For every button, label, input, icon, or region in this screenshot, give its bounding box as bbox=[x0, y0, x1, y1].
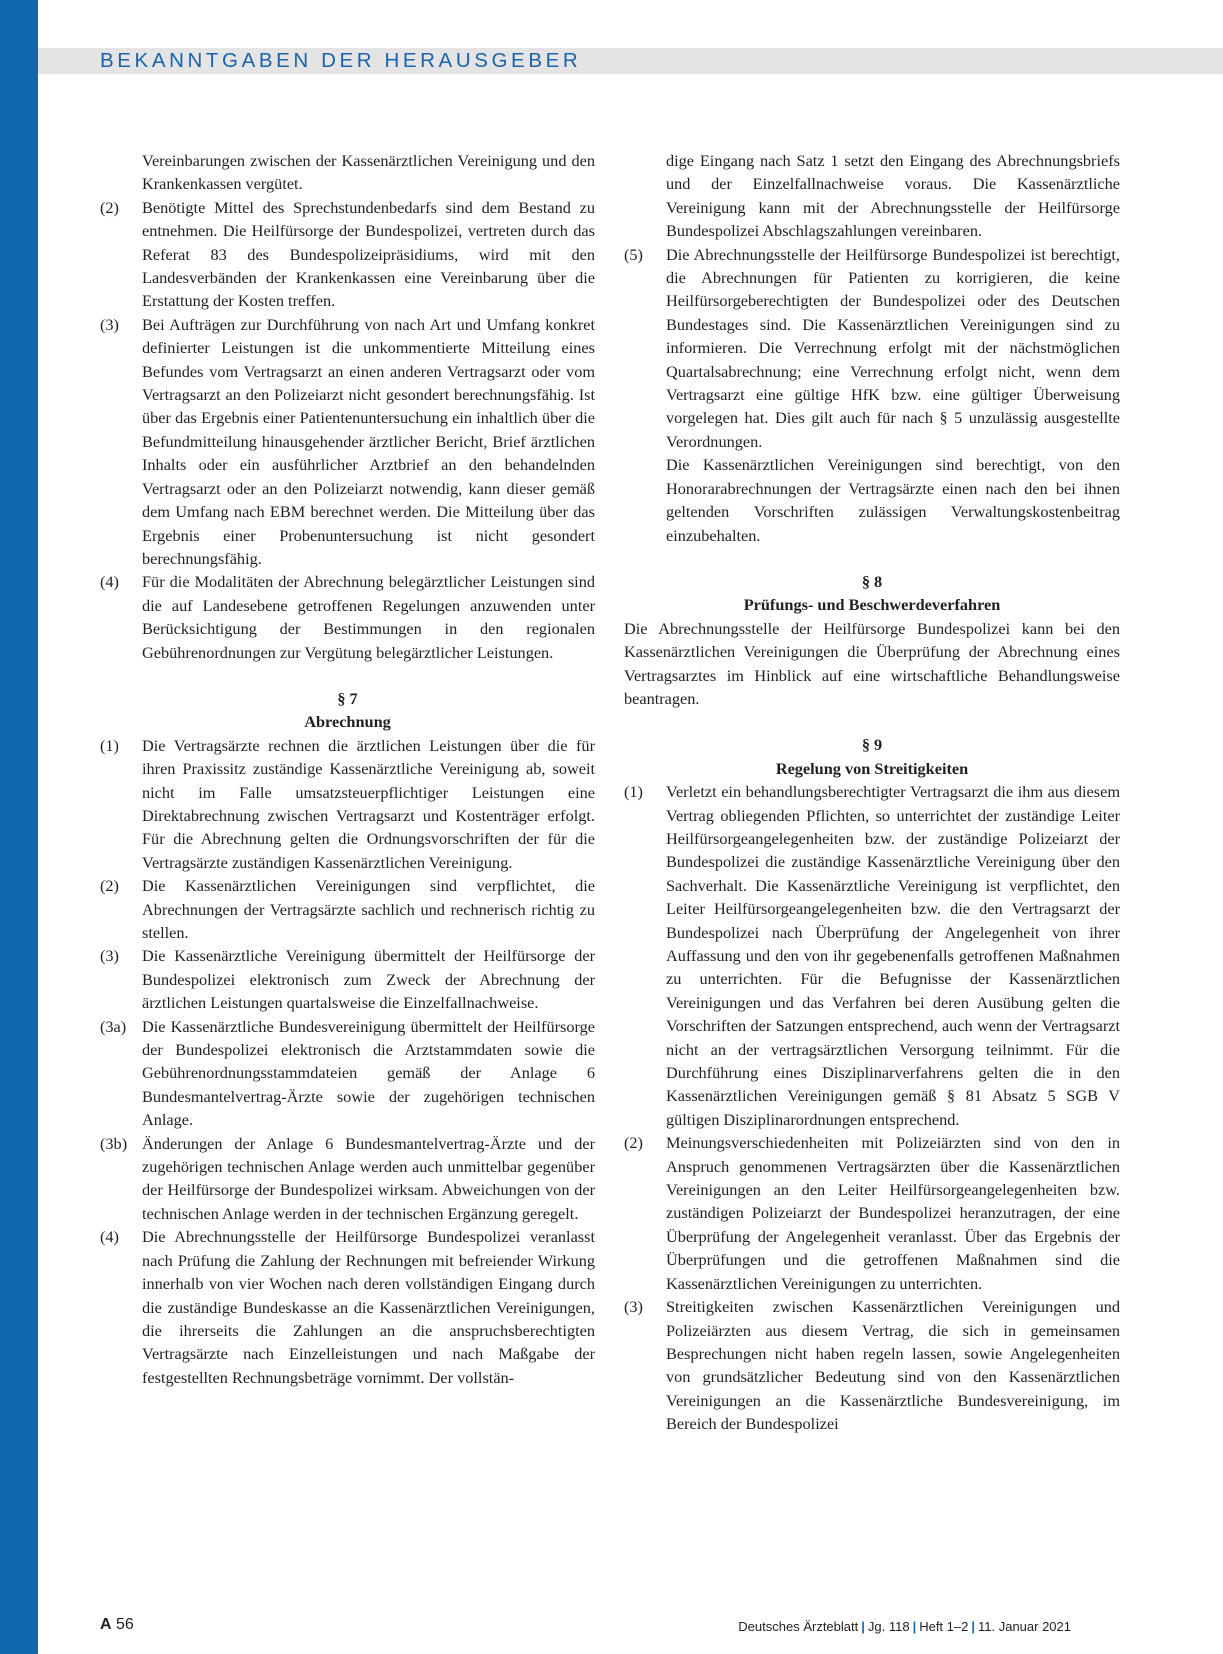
paragraph bbox=[624, 1295, 1120, 1435]
paragraph bbox=[624, 780, 1120, 1131]
paragraph-text: Die Abrechnungsstelle der Heilfürsorge Bundespolizei ist berechtigt, die Abrechnungen für Patienten zu korrigieren, die keine Heilfürsorgeberechtigten der Bundespolizei oder des Deutschen Bundestages sind. Die Kassenärztlichen Vereinigungen sind zu informieren. Die Verrechnung erfolgt mit der nächstmöglichen Quartalsabrechnung; eine Verrechnung erfolgt nicht, wenn dem Vertragsarzt eine gültige HfK bzw. eine gültiger Überweisung vorgelegen hat. Dies gilt auch für nach § 5 unzulässig ausgestellte Verordnungen. bbox=[666, 244, 1120, 451]
paragraph-number: (3) bbox=[100, 314, 119, 334]
continuation-text: dige Eingang nach Satz 1 setzt den Eingang des Abrechnungsbriefs und der Einzelfallnachweise voraus. Die Kassenärztliche Vereinigung kann mit der Abrechnungsstelle der Heilfürsorge Bundespolizei Abschlagszahlungen vereinbaren. bbox=[666, 151, 1120, 241]
paragraph-text: Die Abrechnungsstelle der Heilfürsorge Bundespolizei veranlasst nach Prüfung die Zahlung der Rechnungen mit befreiender Wirkung innerhalb von vier Wochen nach deren vollständigen Eingang durch die zuständige Bundeskasse an die Kassenärztlichen Vereinigungen, die ihrerseits die Zahlungen an die anspruchsberechtigten Vertragsärzte nach Einzelleistungen und nach Maßgabe der festgestellten Rechnungsbeträge vornimmt. Der vollstän- bbox=[142, 1227, 595, 1387]
journal-volume: Jg. 118 bbox=[867, 1619, 910, 1634]
section-number: § 8 bbox=[861, 571, 883, 591]
paragraph-group-a bbox=[100, 196, 595, 664]
paragraph bbox=[100, 734, 595, 874]
section-title: Abrechnung bbox=[304, 712, 391, 732]
paragraph-number: (3b) bbox=[100, 1133, 128, 1153]
paragraph bbox=[624, 243, 1120, 454]
paragraph-number: (3) bbox=[624, 1297, 643, 1317]
paragraph-number: (5) bbox=[624, 244, 643, 264]
paragraph-text: Die Kassenärztliche Bundesvereinigung übermittelt der Heilfürsorge der Bundespolizei elektronisch die Arztstammdaten sowie die Gebührenordnungsstammdateien gemäß der Anlage 6 Bundesmantelvertrag-Ärzte sowie der zugehörigen technischen Anlage. bbox=[142, 1016, 595, 1130]
paragraph-text: Die Vertragsärzte rechnen die ärztlichen Leistungen über die für ihren Praxissitz zuständige Kassenärztliche Vereinigung ab, soweit nicht im Falle umsatzsteuerpflichtiger Leistungen eine Direktabrechnung zwischen Vertragsarzt und Kostenträger erfolgt. Für die Abrechnung gelten die Ordnungsvorschriften der für die Vertragsärzte zuständigen Kassenärztlichen Vereinigung. bbox=[142, 735, 595, 872]
paragraph-number: (1) bbox=[100, 735, 119, 755]
paragraph bbox=[100, 196, 595, 313]
paragraph bbox=[100, 313, 595, 570]
separator: | bbox=[912, 1619, 917, 1634]
paragraph bbox=[100, 1225, 595, 1389]
section-header-title: BEKANNTGABEN DER HERAUSGEBER bbox=[100, 49, 582, 72]
separator: | bbox=[971, 1619, 975, 1634]
paragraph-group-b bbox=[100, 734, 595, 1389]
left-color-bar bbox=[0, 0, 38, 1654]
paragraph-text: Die Kassenärztlichen Vereinigungen sind verpflichtet, die Abrechnungen der Vertragsärzte sachlich und rechnerisch richtig zu stellen. bbox=[142, 876, 595, 942]
paragraph-number: (2) bbox=[100, 197, 119, 217]
right-column bbox=[624, 149, 1120, 1436]
paragraph-text: Die Kassenärztliche Vereinigung übermittelt der Heilfürsorge der Bundespolizei elektronisch zum Zweck der Abrechnung der ärztlichen Leistungen quartalsweise die Einzelfallnachweise. bbox=[142, 946, 595, 1013]
section-number: § 7 bbox=[337, 688, 358, 708]
paragraph-number: (2) bbox=[624, 1133, 643, 1153]
section-title: Prüfungs- und Beschwerdeverfahren bbox=[743, 595, 1001, 615]
page-prefix: A bbox=[100, 1616, 112, 1633]
section-text: Die Abrechnungsstelle der Heilfürsorge Bundespolizei kann bei den Kassenärztlichen Vereinigungen die Überprüfung der Abrechnung eines Vertragsarztes im Hinblick auf eine wirtschaftliche Behandlungsweise beantragen. bbox=[624, 618, 1120, 708]
paragraph bbox=[100, 944, 595, 1014]
journal-name: Deutsches Ärzteblatt bbox=[738, 1619, 859, 1634]
paragraph-text: Verletzt ein behandlungsberechtigter Vertragsarzt die ihm aus diesem Vertrag obliegenden Pflichten, so unterrichtet der zuständige Leiter Heilfürsorgeangelegenheiten bzw. der zuständige Polizeiarzt der Bundespolizei die zuständige Kassenärztliche Vereinigung über den Sachverhalt. Die Kassenärztliche Vereinigung ist verpflichtet, den Leiter Heilfürsorgeangelegenheiten bzw. die den Vertragsarzt der Bundespolizei nach Überprüfung der Angelegenheit von ihrer Auffassung und den von ihr gegebenenfalls getroffenen Maßnahmen zu unterrichten. Für die Befugnisse der Kassenärztlichen Vereinigungen und das Verfahren bei deren Ausübung gelten die Vorschriften der Satzungen entsprechend, auch wenn der Vertragsarzt nicht an der vertragsärztlichen Versorgung teilnimmt. Für die Durchführung eines Disziplinarverfahrens gelten die in den Kassenärztlichen Vereinigungen gemäß § 81 Absatz 5 SGB V gültigen Disziplinarordnungen entsprechend. bbox=[666, 782, 1120, 1129]
paragraph-number: (3a) bbox=[100, 1016, 127, 1036]
paragraph-text: Meinungsverschiedenheiten mit Polizeiärzten sind von den in Anspruch genommenen Vertragsärzten über die Kassenärztlichen Vereinigungen an den Leiter Heilfürsorgeangelegenheiten bzw. zuständigen Polizeiarzt der Bundespolizei heranzutragen, der eine Überprüfung der Angelegenheit veranlasst. Über das Ergebnis der Überprüfungen und die getroffenen Maßnahmen sind die Kassenärztlichen Vereinigungen zu unterrichten. bbox=[666, 1133, 1120, 1293]
journal-footer bbox=[738, 1619, 1071, 1634]
paragraph-text: Änderungen der Anlage 6 Bundesmantelvertrag-Ärzte und der zugehörigen technischen Anlage werden auch unmittelbar gegenüber der Heilfürsorge der Bundespolizei wirksam. Abweichungen von der technischen Anlage werden in der technischen Ergänzung geregelt. bbox=[142, 1133, 595, 1223]
paragraph-continuation: Die Kassenärztlichen Vereinigungen sind berechtigt, von den Honorarabrechnungen der Vertragsärzte einen nach den bei ihnen geltenden Vorschriften zulässigen Verwaltungskostenbeitrag einzubehalten. bbox=[666, 455, 1120, 545]
journal-date: 11. Januar 2021 bbox=[978, 1619, 1071, 1634]
paragraph-number: (4) bbox=[100, 572, 119, 592]
paragraph bbox=[100, 570, 595, 664]
page-number-value: 56 bbox=[116, 1616, 134, 1633]
section-number: § 9 bbox=[861, 735, 883, 755]
page-number bbox=[100, 1616, 134, 1634]
paragraph bbox=[100, 1015, 595, 1132]
paragraph-number: (2) bbox=[100, 876, 119, 896]
paragraph bbox=[624, 1131, 1120, 1295]
section-title: Regelung von Streitigkeiten bbox=[775, 758, 969, 778]
paragraph-text: Streitigkeiten zwischen Kassenärztlichen Vereinigungen und Polizeiärzten aus diesem Vertrag, die sich in gemeinsamen Besprechungen nicht haben regeln lassen, sowie Angelegenheiten von grundsätzlicher Bedeutung sind von den Kassenärztlichen Vereinigungen an die Kassenärztliche Bundesvereinigung, im Bereich der Bundespolizei bbox=[666, 1297, 1120, 1434]
paragraph bbox=[100, 874, 595, 944]
paragraph bbox=[100, 1132, 595, 1226]
paragraph-text: Für die Modalitäten der Abrechnung belegärztlicher Leistungen sind die auf Landesebene getroffenen Regelungen anzuwenden unter Berücksichtigung der Bestimmungen in den regionalen Gebührenordnungen zur Vergütung belegärztlicher Leistungen. bbox=[142, 572, 595, 662]
left-column bbox=[100, 149, 595, 1389]
paragraph-number: (4) bbox=[100, 1227, 119, 1247]
paragraph-number: (3) bbox=[100, 946, 119, 966]
paragraph-text: Bei Aufträgen zur Durchführung von nach Art und Umfang konkret definierter Leistungen ist die unkommentierte Mitteilung eines Befundes vom Vertragsarzt an einen anderen Vertragsarzt oder vom Vertragsarzt an den Polizeiarzt nicht gesondert berechnungsfähig. Ist über das Ergebnis einer Patientenuntersuchung ein inhaltlich über die Befundmitteilung hinausgehender ärztlicher Bericht, Brief ärztlichen Inhalts oder ein ausführlicher Arztbrief an den behandelnden Vertragsarzt oder an den Polizeiarzt notwendig, kann dieser gemäß dem Umfang nach EBM berechnet werden. Die Mitteilung über das Ergebnis einer Probenuntersuchung ist nicht gesondert berechnungsfähig. bbox=[142, 314, 595, 568]
separator: | bbox=[861, 1619, 865, 1634]
journal-issue: Heft 1–2 bbox=[919, 1619, 969, 1634]
continuation-text: Vereinbarungen zwischen der Kassenärztlichen Vereinigung und den Krankenkassen vergütet. bbox=[142, 151, 595, 194]
paragraph-text: Benötigte Mittel des Sprechstundenbedarfs sind dem Bestand zu entnehmen. Die Heilfürsorge der Bundespolizei, vertreten durch das Referat 83 des Bundespolizeipräsidiums, wird mit den Landesverbänden der Krankenkassen eine Vereinbarung über die Erstattung der Kosten treffen. bbox=[142, 197, 595, 311]
paragraph-number: (1) bbox=[624, 782, 643, 802]
